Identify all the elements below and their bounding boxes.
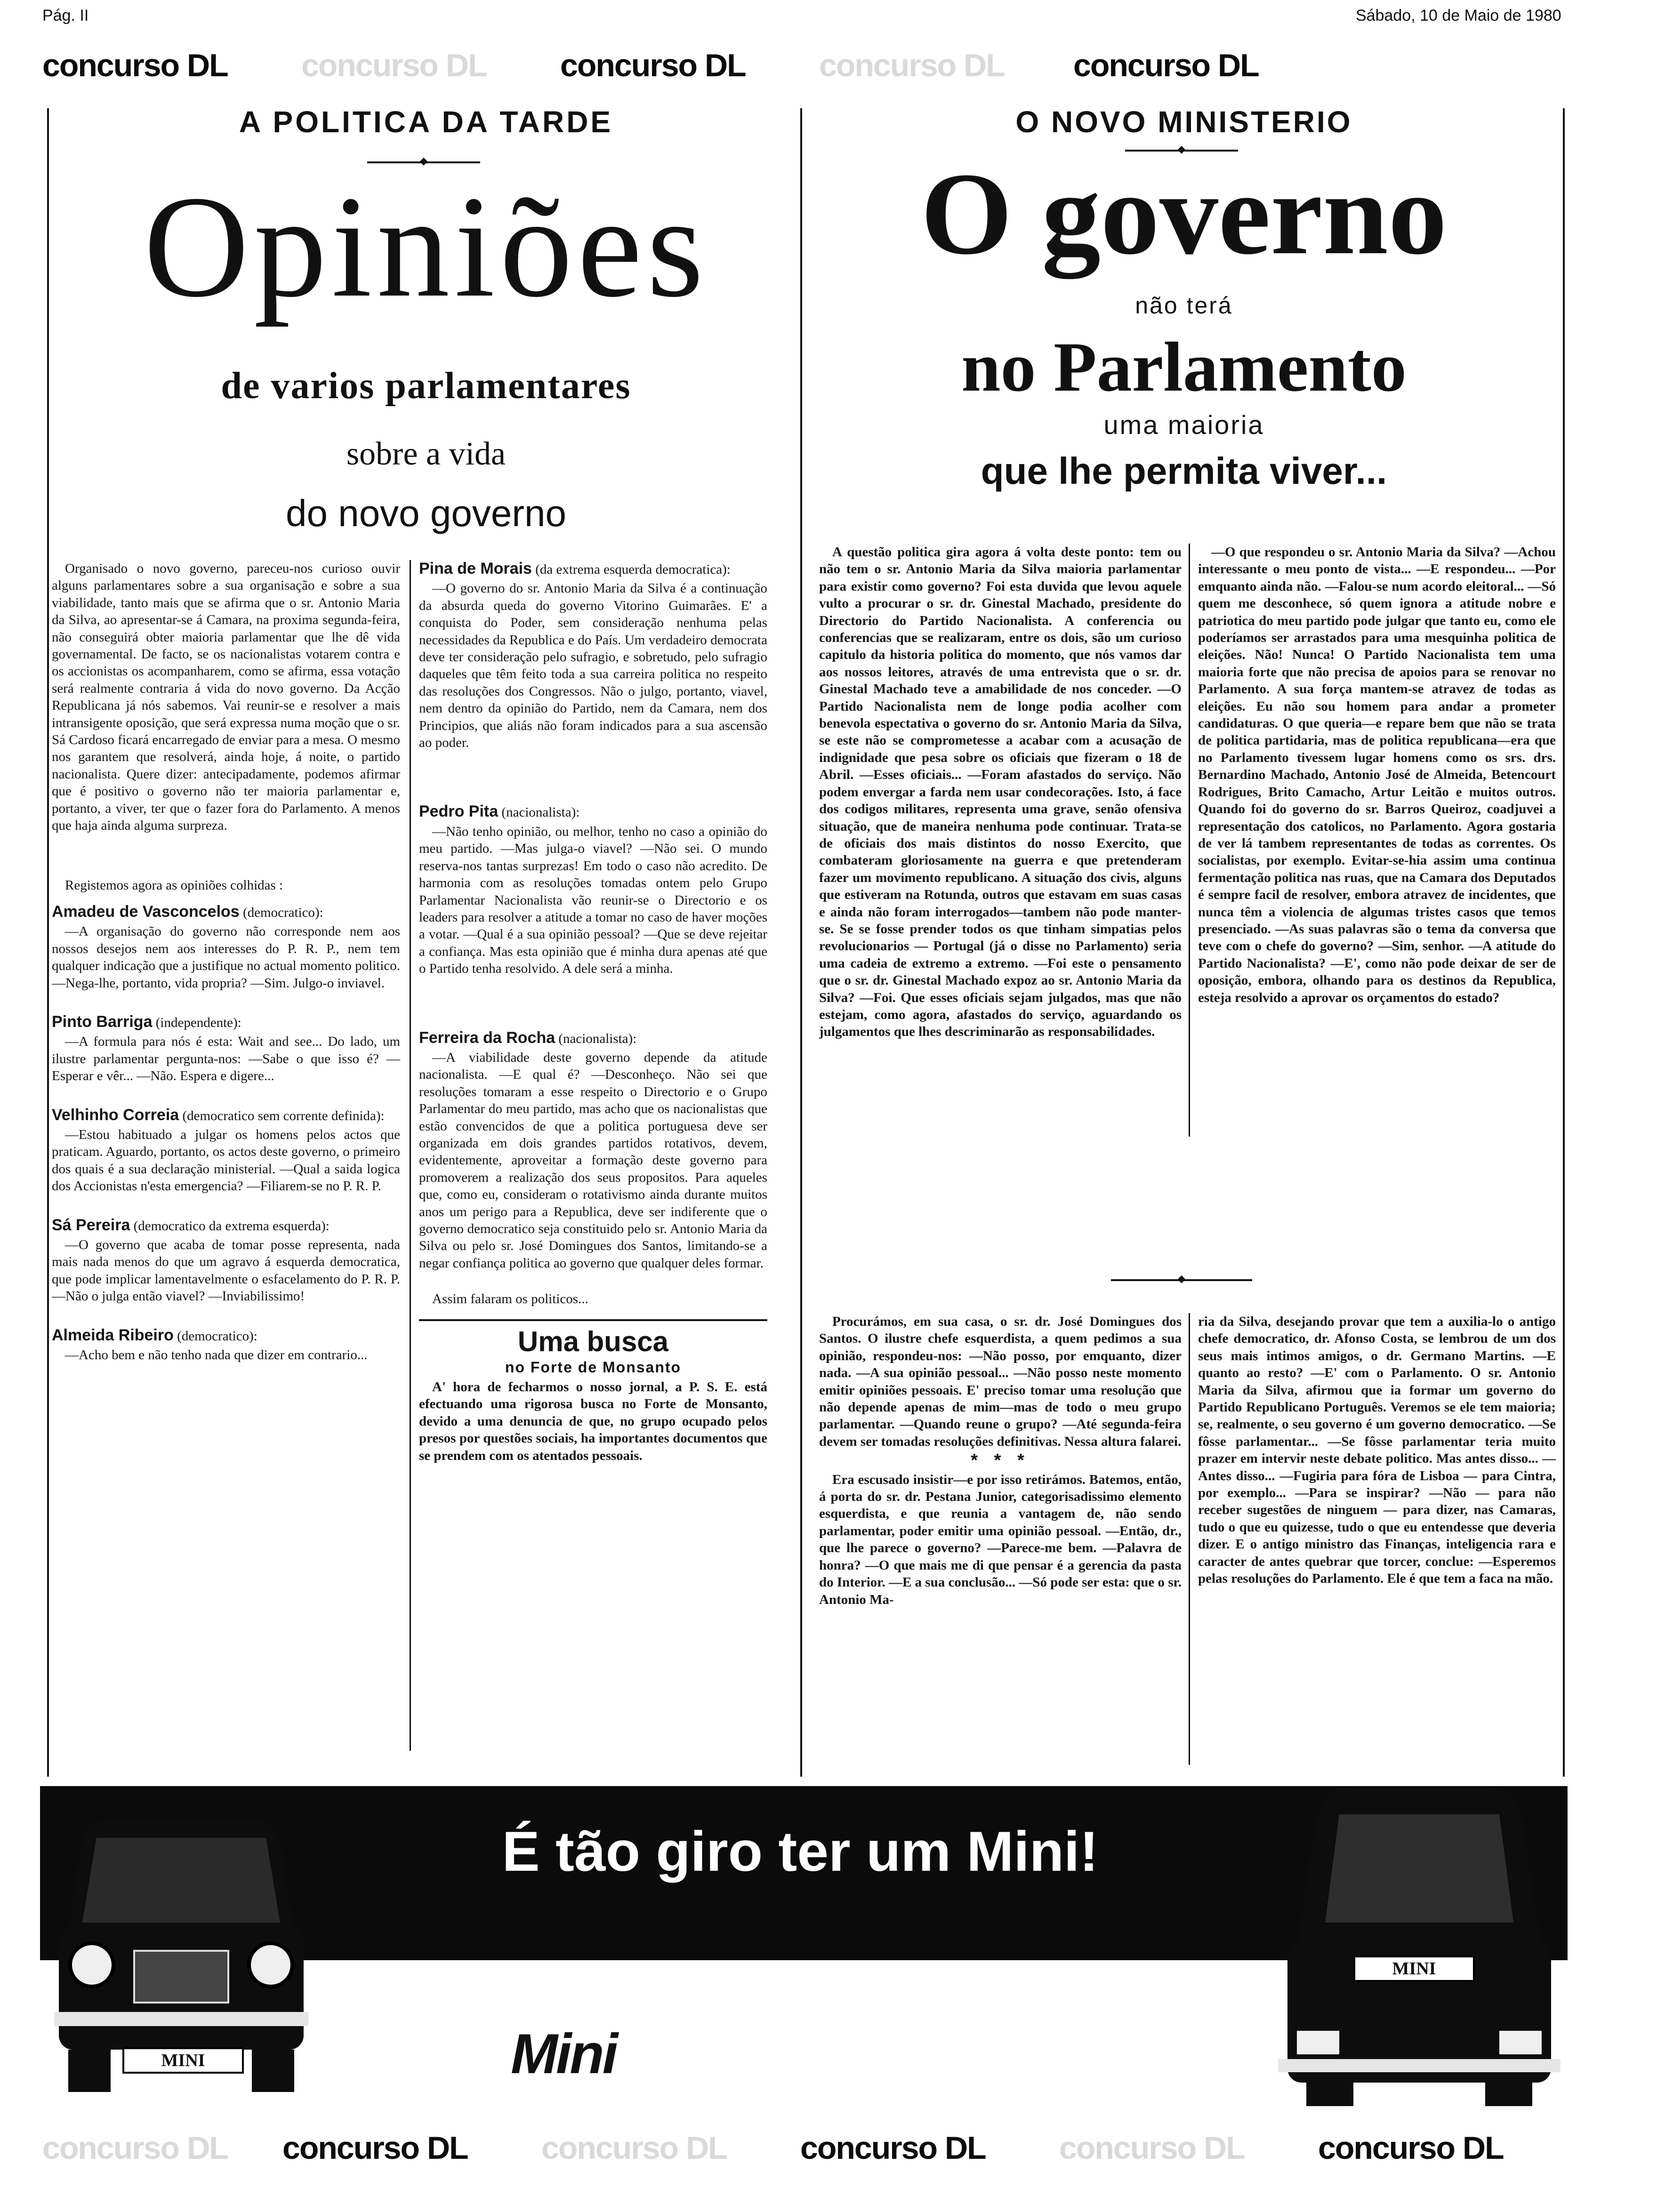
registo-line: Registemos agora as opiniões colhidas : [65, 877, 283, 893]
interview-text: —O governo do sr. Antonio Maria da Silva é a continuação da absurda queda do governo Vitorino Guimarães. E' a conquista do Poder, sem consideração nenhuma pelas necessidades da Republica e do País. Um verdadeiro democrata deve ter consideração pelo sufragio, e sobretudo, pelo sufragio daqueles que têm feito toda a sua carreira politica no respeito das resoluções dos Congressos. Não o julgo, portanto, viavel, nem dentro da opinião do Partido, nem da Camara, nem dos Principios, que aliás não foram indicados para a sua ascensão ao poder. [419, 581, 767, 751]
pestana-interview-cont: ria da Silva, desejando provar que tem a auxilia-lo o antigo chefe democratico, dr. Afonso Costa, se lembrou de um dos seus mais intimos amigos, o dr. Germano Martins. —E quanto ao resto? —E' com o Parlamento. O sr. Antonio Maria da Silva, afirmou que ia formar um governo do Partido Republicano Português. Veremos se ele tem maioria; se, realmente, o seu governo é um governo democratico. —Se fôsse parlamentar... —Se fôsse parlamentar teria muito prazer em intervir neste debate politico. Mas antes disso... —Antes disso... —Fugiria para fóra de Lisboa — para Cintra, por exemplo... —Para se inspirar? —Não — para não receber sugestões de ninguem — para dizer, nas Camaras, tudo o que eu quizesse, tudo o que eu entendesse que deveria dizer. E o antigo ministro das Finanças, inteligencia rara e caracter de antes quebrar que torcer, conclue: —Esperemos pelas resoluções do Parlamento. Ele é que tem a faca na mão. [1198, 1314, 1556, 1587]
mini-advertisement [40, 1786, 1568, 2116]
interview-text: —A organisação do governo não corresponde nem aos nossos desejos nem aos interesses do P. R. P., nem tem qualquer indicação que a justifique no actual momento politico. —Nega-lhe, portanto, vida propria? —Sim. Julgo-o inviavel. [52, 924, 400, 991]
right-kicker: O NOVO MINISTERIO [1015, 105, 1352, 139]
busca-subtitle: no Forte de Monsanto [505, 1358, 682, 1376]
left-kicker: A POLITICA DA TARDE [239, 105, 613, 139]
speaker-name: Ferreira da Rocha [419, 1028, 555, 1047]
speaker-name: Velhinho Correia [52, 1106, 179, 1124]
concurso-banner-faint: concurso DL [819, 48, 1005, 83]
license-plate-left: MINI [122, 2047, 244, 2074]
concurso-banner-1: concurso DL [42, 48, 228, 83]
right-column-3 [819, 1313, 1182, 1610]
column-rule [1189, 544, 1190, 1137]
interview-text: —O governo que acaba de tomar posse representa, nada mais nada menos do que um agravo á esquerda democratica, que pode implicar lamentavelmente o esfacelamento do P. R. P. —Não o julga então viavel? —Inviabilissimo! [52, 1237, 400, 1304]
interview-heading [419, 560, 767, 578]
interview-heading [52, 903, 400, 921]
concurso-banner-2: concurso DL [560, 48, 746, 83]
speaker-party: (independente): [152, 1015, 241, 1030]
concurso-footer-2: concurso DL [800, 2130, 986, 2166]
right-title: O governo [921, 149, 1447, 279]
concurso-footer-faint: concurso DL [1059, 2130, 1245, 2166]
mini-car-rear-image [1278, 1767, 1560, 2106]
interview-heading [419, 803, 767, 821]
interview-text: —A viabilidade deste governo depende da atitude nacionalista. —E qual é? —Desconheço. Não sei que resoluções tomaram a esse respeito o Directorio e o Grupo Parlamentar do meu partido, mas acho que os nacionalistas que estão convencidos de que a politica portuguesa deve ser organizada em dois grandes partidos rotativos, devem, evidentemente, aproveitar a formação deste governo para promoverem a realização dos seus propositos. Para aqueles que, como eu, consideram o rotativismo ainda durante muitos anos um perigo para a Republica, deve ser indiferente que o governo democratico seja constituido pelo sr. Antonio Maria da Silva ou pelo sr. José Domingues dos Santos, limitando-se a negar confiança politica ao governo que qualquer deles formar. [419, 1050, 767, 1271]
left-subtitle-2: sobre a vida [346, 436, 506, 472]
column-rule [800, 108, 802, 1777]
speaker-party: (democratico sem corrente definida): [179, 1108, 385, 1123]
interview-heading [419, 1029, 767, 1047]
interview-text: —Estou habituado a julgar os homens pelos actos que praticam. Aguardo, portanto, os actos deste governo, o primeiro dos quais é a sua declaração ministerial. —Qual a saida logica dos Accionistas n'esta emergencia? —Filiarem-se no P. R. P. [52, 1127, 400, 1194]
speaker-name: Pina de Morais [419, 560, 532, 577]
interview-heading [52, 1013, 400, 1031]
domingues-interview: Procurámos, em sua casa, o sr. dr. José Domingues dos Santos. O ilustre chefe esquerdista, a quem pedimos a sua opinião, respondeu-nos: —Não posso, por emquanto, dizer nada. —A sua opinião pessoal... —Não posso neste momento emitir opiniões pessoais. E' preciso tomar uma resolução que não depende apenas de mim—mas de todo o meu grupo parlamentar. —Quando reune o grupo? —Até segunda-feira devem ser tomadas resoluções definitivas. Nessa altura falarei. [819, 1314, 1182, 1449]
interview-heading [52, 1327, 400, 1345]
column-rule [1563, 108, 1565, 1777]
busca-text: A' hora de fecharmos o nosso jornal, a P. S. E. está efectuando uma rigorosa busca no Forte de Monsanto, devido a uma denuncia de que, no grupo ocupado pelos presos por questões sociais, ha importantes documentos que se prendem com os atentados pessoais. [419, 1379, 767, 1463]
ornament-divider [1111, 1279, 1252, 1281]
right-column-2 [1198, 544, 1556, 1008]
concurso-footer-1: concurso DL [282, 2130, 468, 2166]
right-column-4 [1198, 1313, 1556, 1589]
issue-date: Sábado, 10 de Maio de 1980 [1356, 7, 1561, 24]
right-sub-4: que lhe permita viver... [981, 450, 1387, 492]
concurso-footer-faint: concurso DL [42, 2130, 228, 2166]
right-sub-2: no Parlamento [961, 328, 1407, 406]
speaker-party: (da extrema esquerda democratica): [531, 562, 731, 577]
interview-text: —A formula para nós é esta: Wait and see... Do lado, um ilustre parlamentar pergunta-nos: —Sabe o que isso é? —Esperar e vêr... —Não. Espera e digere... [52, 1034, 400, 1084]
concurso-footer-3: concurso DL [1318, 2130, 1504, 2166]
left-column-2 [419, 560, 767, 1466]
concurso-banner-3: concurso DL [1073, 48, 1259, 83]
ad-brand-logo: Mini [511, 2022, 616, 2085]
intro-paragraph: Organisado o novo governo, pareceu-nos curioso ouvir alguns parlamentares sobre a sua organisação e sobre a sua viabilidade, tanto mais que se afirma que o sr. Antonio Maria da Silva, ao apresentar-se á Camara, na proxima segunda-feira, não conseguirá obter maioria parlamentar que lhe dê vida governamental. De facto, se os nacionalistas votarem contra e os accionistas os acompanharem, como se afirma, essa votação será realmente contraria á vida do novo governo. Da Acção Republicana já nós sabemos. Vai reunir-se e resolver a mais intransigente oposição, que será expressa numa moção que o sr. Sá Cardoso ficará encarregado de enviar para a mesa. O mesmo nos garantem que resolverá, ainda hoje, á noite, o partido nacionalista. Quere dizer: antecipadamente, podemos afirmar que é positivo o governo não ter maioria parlamentar e, portanto, a viver, ter que o fazer fora do Parlamento. A menos que haja ainda alguma surpreza. [52, 561, 400, 834]
closing-line: Assim falaram os politicos... [432, 1291, 588, 1307]
ad-headline: É tão giro ter um Mini! [502, 1820, 1099, 1883]
right-column-1 [819, 544, 1182, 1042]
interview-heading [52, 1217, 400, 1234]
left-column-1 [52, 560, 400, 1385]
concurso-banner-faint: concurso DL [301, 48, 487, 83]
speaker-party: (nacionalista): [555, 1031, 637, 1046]
pestana-interview: Era escusado insistir—e por isso retirámos. Batemos, então, á porta do sr. dr. Pestana Junior, categorisadissimo elemento esquerdista, e que reunia a vantagem de, não sendo parlamentar, poder emitir uma opinião pessoal. —Então, dr., que lhe parece o governo? —Parece-me bem. —Palavra de honra? —O que mais me di que pensar é a gerencia da pasta do Interior. —E a sua conclusão... —Só pode ser esta: que o sr. Antonio Ma- [819, 1472, 1182, 1607]
speaker-name: Pedro Pita [419, 802, 499, 821]
speaker-name: Amadeu de Vasconcelos [52, 902, 240, 921]
column-rule [47, 108, 49, 1777]
left-title: Opiniões [144, 166, 708, 328]
interview-text: —Acho bem e não tenho nada que dizer em contrario... [65, 1347, 368, 1363]
concurso-footer-faint: concurso DL [541, 2130, 727, 2166]
left-subtitle-1: de varios parlamentares [221, 365, 631, 407]
speaker-party: (nacionalista): [498, 805, 580, 820]
speaker-name: Sá Pereira [52, 1216, 130, 1234]
ginestal-interview: A questão politica gira agora á volta deste ponto: tem ou não tem o sr. Antonio Maria da Silva maioria parlamentar para existir como governo? Foi esta duvida que levou aquele vulto a procurar o sr. dr. Ginestal Machado, presidente do Directorio do Partido Nacionalista. A conferencia ou conferencias que se realizaram, entre os dois, são um curioso capitulo da historia politica do momento, que nós vamos dar aos nossos leitores, através de uma entrevista que o sr. dr. Ginestal Machado teve a amabilidade de nos conceder. —O Partido Nacionalista nem de longe podia acolher com benevola espectativa o governo do sr. Antonio Maria da Silva, se este não se comprometesse a acabar com a acusação de indignidade que pesa sobre os oficiais que fizeram o 18 de Abril. —Esses oficiais... —Foram afastados do serviço. Não podem envergar a farda nem usar condecorações. Isto, á face dos codigos militares, representa uma grave, senão ofensiva situação, que de maneira nenhuma pode continuar. Trata-se de oficiais dos mais distintos do nosso Exercito, que combateram gloriosamente na guerra e que pretenderam fazer um movimento republicano. A situação dos civis, alguns que estiveram na Rotunda, outros que estavam em suas casas e ainda não foram interrogados—tambem não pode manter-se. Se se fosse prender todos os que tinham simpatias pelos revolucionarios — Portugal (já o disse no Parlamento) seria uma cadeia de extremo a extremo. —Foi este o pensamento que o sr. dr. Ginestal Machado expoz ao sr. Antonio Maria da Silva? —Foi. Que esses oficiais sejam julgados, mas que não estejam, como agora, afastados do serviço, aguardando os julgamentos que lhes descriminarão as responsabilidades. [819, 545, 1182, 1040]
column-rule [410, 560, 411, 1751]
left-subtitle-3: do novo governo [285, 492, 566, 534]
page-number: Pág. II [42, 7, 89, 24]
right-sub-3: uma maioria [1103, 410, 1264, 440]
interview-text: —Não tenho opinião, ou melhor, tenho no caso a opinião do meu partido. —Mas julga-o viavel? —Não sei. O mundo reserva-nos tantas surprezas! Em todo o caso não acredito. De harmonia com as resoluções tomadas ontem pelo Grupo Parlamentar Nacionalista vão reunir-se o Directorio e os leaders para resolver a atitude a tomar no caso de haver moções a votar. —Qual é a sua opinião pessoal? —Que se deve rejeitar a confiança. Mas esta opinião que é minha dura apenas até que o Partido tenha resolvido. A dele será a minha. [419, 824, 767, 977]
section-stars: * * * [971, 1451, 1030, 1471]
license-plate-right: MINI [1353, 1956, 1475, 1982]
right-sub-1: não terá [1135, 292, 1233, 319]
column-rule [1189, 1313, 1190, 1765]
interview-heading [52, 1106, 400, 1124]
speaker-party: (democratico): [239, 905, 323, 920]
speaker-party: (democratico): [173, 1328, 257, 1344]
speaker-name: Pinto Barriga [52, 1012, 153, 1031]
busca-title: Uma busca [517, 1325, 669, 1357]
ginestal-interview-cont: —O que respondeu o sr. Antonio Maria da Silva? —Achou interessante o meu ponto de vista... —E respondeu... —Por emquanto ainda não. —Falou-se num acordo eleitoral... —Só quem me desconhece, só quem ignora a atitude nobre e patriotica do meu partido pode julgar que tanto eu, como ele poderíamos ser arrastados para uma mesquinha politica de eleições. Não! Nunca! O Partido Nacionalista tem uma maioria forte que não precisa de apoios para se renovar no Parlamento. A sua força mantem-se atravez de todas as eleições. Eu não sou homem para andar a prometer candidaturas. O que queria—e repare bem que não se trata de politica partidaria, mas de politica republicana—era que no Parlamento tivessem lugar homens como os srs. drs. Bernardino Machado, Antonio José de Almeida, Betencourt Rodrigues, Brito Camacho, Artur Leitão e muitos outros. Quando foi do governo do sr. Barros Queiroz, coadjuvei a representação dos catolicos, no Parlamento. Agora gostaria de ver lá tambem representantes de todas as correntes. Os socialistas, por exemplo. Evitar-se-hia assim uma continua fermentação politica nas ruas, que na Camara dos Deputados é sempre facil de resolver, embora atravez de incidentes, que nunca têm a violencia de algumas tristes casos que temos presenciado. —As suas palavras são o tema da conversa que teve com o chefe do governo? —Sim, senhor. —A atitude do Partido Nacionalista? —E', como não pode deixar de ser de oposição, embora, olhando para os destinos da Republica, esteja resolvido a aprovar os orçamentos do estado? [1198, 545, 1556, 1005]
speaker-name: Almeida Ribeiro [52, 1326, 174, 1344]
speaker-party: (democratico da extrema esquerda): [130, 1218, 330, 1234]
